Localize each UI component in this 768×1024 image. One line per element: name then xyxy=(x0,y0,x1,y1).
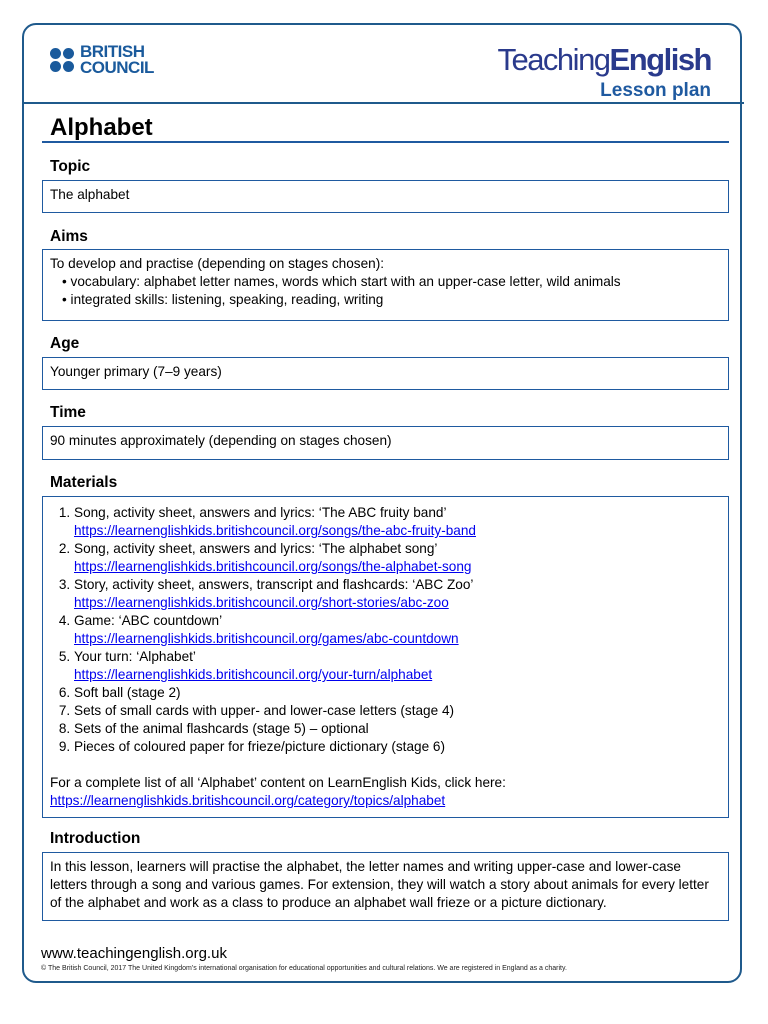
material-text: Game: ‘ABC countdown’ xyxy=(74,613,223,628)
material-link[interactable]: https://learnenglishkids.britishcouncil.org/short-stories/abc-zoo xyxy=(74,595,449,610)
material-link[interactable]: https://learnenglishkids.britishcouncil.org/games/abc-countdown xyxy=(74,631,459,646)
aims-box xyxy=(42,249,729,321)
material-text: Song, activity sheet, answers and lyrics: ‘The ABC fruity band’ xyxy=(74,505,447,520)
material-item: 7. Sets of small cards with upper- and lower-case letters (stage 4) xyxy=(74,702,721,720)
material-item: 9. Pieces of coloured paper for frieze/picture dictionary (stage 6) xyxy=(74,738,721,756)
material-item xyxy=(74,612,721,648)
time-label: Time xyxy=(50,404,86,421)
header-divider xyxy=(22,102,744,104)
british-council-logo xyxy=(50,44,154,76)
topic-box xyxy=(42,180,729,213)
introduction-text: In this lesson, learners will practise the alphabet, the letter names and writing upper-case and lower-case letters through a song and various games. For extension, they will watch a story about animals for every letter of the alphabet and work as a class to produce an alphabet wall frieze or a picture dictionary. xyxy=(50,859,709,910)
introduction-box xyxy=(42,852,729,921)
lesson-plan-label: Lesson plan xyxy=(600,80,711,101)
page-title: Alphabet xyxy=(50,114,153,141)
material-item xyxy=(74,648,721,684)
brand-light: Teaching xyxy=(497,42,610,77)
age-box xyxy=(42,357,729,390)
logo-line1: BRITISH xyxy=(80,42,145,61)
material-link[interactable]: https://learnenglishkids.britishcouncil.org/songs/the-abc-fruity-band xyxy=(74,523,476,538)
time-box xyxy=(42,426,729,460)
logo-dots-icon xyxy=(50,48,74,72)
footer-copyright: © The British Council, 2017 The United Kingdom’s international organisation for educational opportunities and cultural relations. We are registered in England as a charity. xyxy=(41,965,567,972)
age-label: Age xyxy=(50,335,80,352)
brand-bold: English xyxy=(609,42,711,77)
topic-label: Topic xyxy=(50,158,91,175)
material-text: Song, activity sheet, answers and lyrics: ‘The alphabet song’ xyxy=(74,541,438,556)
material-item xyxy=(74,576,721,612)
aim-item: • integrated skills: listening, speaking, reading, writing xyxy=(62,291,721,309)
topic-text: The alphabet xyxy=(50,187,130,202)
aim-item: • vocabulary: alphabet letter names, words which start with an upper-case letter, wild animals xyxy=(62,273,721,291)
title-underline xyxy=(42,141,729,143)
time-text: 90 minutes approximately (depending on stages chosen) xyxy=(50,433,392,448)
materials-label: Materials xyxy=(50,474,118,491)
footer-url[interactable]: www.teachingenglish.org.uk xyxy=(41,945,227,962)
materials-note: For a complete list of all ‘Alphabet’ content on LearnEnglish Kids, click here: xyxy=(50,775,506,790)
material-text: Your turn: ‘Alphabet’ xyxy=(74,649,196,664)
material-item xyxy=(74,540,721,576)
aims-label: Aims xyxy=(50,228,88,245)
material-item xyxy=(74,504,721,540)
material-text: Story, activity sheet, answers, transcript and flashcards: ‘ABC Zoo’ xyxy=(74,577,474,592)
alphabet-topic-link[interactable]: https://learnenglishkids.britishcouncil.org/category/topics/alphabet xyxy=(50,793,446,808)
material-item: 8. Sets of the animal flashcards (stage 5) – optional xyxy=(74,720,721,738)
teaching-english-brand xyxy=(497,42,711,78)
material-item: 6. Soft ball (stage 2) xyxy=(74,684,721,702)
introduction-label: Introduction xyxy=(50,830,141,847)
material-link[interactable]: https://learnenglishkids.britishcouncil.org/songs/the-alphabet-song xyxy=(74,559,472,574)
age-text: Younger primary (7–9 years) xyxy=(50,364,222,379)
logo-line2: COUNCIL xyxy=(80,58,154,77)
materials-box xyxy=(42,496,729,818)
aims-intro: To develop and practise (depending on stages chosen): xyxy=(50,256,385,271)
material-link[interactable]: https://learnenglishkids.britishcouncil.org/your-turn/alphabet xyxy=(74,667,433,682)
